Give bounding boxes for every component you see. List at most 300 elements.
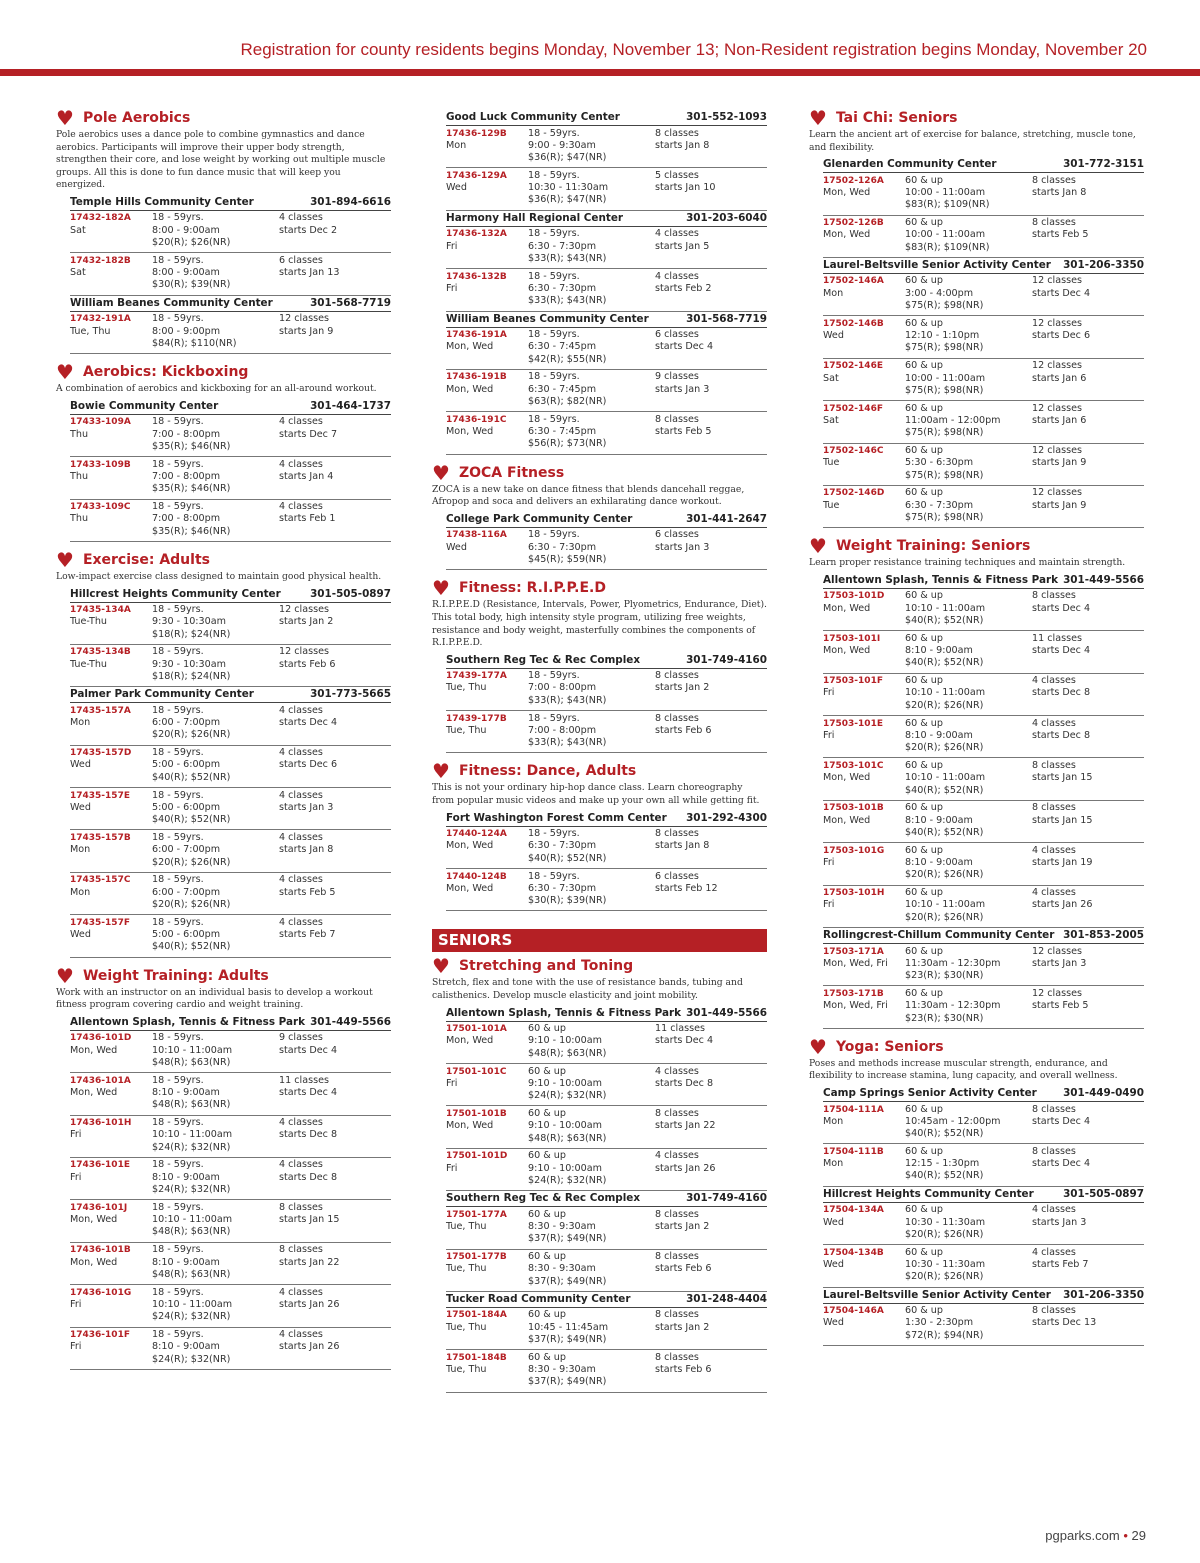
row-details-cell bbox=[152, 1202, 279, 1239]
row-code-cell bbox=[823, 360, 905, 397]
section-title-text: Fitness: R.I.P.P.E.D bbox=[458, 580, 606, 597]
class-fee: $35(R); $46(NR) bbox=[152, 483, 231, 495]
activity-code[interactable]: 17502-146E bbox=[823, 361, 883, 372]
class-fee: $84(R); $110(NR) bbox=[152, 337, 237, 349]
row-schedule-cell bbox=[279, 1117, 391, 1154]
center-block bbox=[70, 1016, 391, 1370]
row-details-cell bbox=[528, 1108, 655, 1145]
activity-code[interactable]: 17436-132B bbox=[446, 271, 507, 282]
center-phone[interactable]: 301-449-5566 bbox=[686, 1006, 767, 1019]
row-schedule-cell bbox=[655, 670, 767, 707]
class-fee: $18(R); $24(NR) bbox=[152, 628, 231, 640]
start-date: starts Dec 13 bbox=[1032, 1317, 1097, 1329]
row-schedule-cell bbox=[279, 1329, 391, 1366]
row-code-cell bbox=[446, 371, 528, 408]
class-time: 1:30 - 2:30pm bbox=[905, 1317, 974, 1329]
class-fee: $18(R); $24(NR) bbox=[152, 670, 231, 682]
class-time: 5:30 - 6:30pm bbox=[905, 457, 974, 469]
activity-code[interactable]: 17504-111B bbox=[823, 1146, 884, 1157]
activity-code[interactable]: 17438-116A bbox=[446, 530, 507, 541]
row-details-cell bbox=[528, 529, 655, 566]
class-row bbox=[70, 1243, 391, 1285]
center-phone[interactable]: 301-449-5566 bbox=[1063, 573, 1144, 586]
row-code-cell bbox=[823, 403, 905, 440]
activity-code[interactable]: 17501-101A bbox=[446, 1024, 507, 1035]
class-fee: $40(R); $52(NR) bbox=[905, 826, 984, 838]
center-header bbox=[823, 259, 1144, 274]
center-block bbox=[823, 259, 1144, 528]
class-section bbox=[432, 111, 767, 455]
row-schedule-cell bbox=[655, 170, 767, 207]
class-row bbox=[823, 758, 1144, 800]
activity-code[interactable]: 17501-184B bbox=[446, 1352, 507, 1363]
activity-code[interactable]: 17436-101E bbox=[70, 1160, 130, 1171]
activity-code[interactable]: 17436-191B bbox=[446, 372, 507, 383]
class-fee: $40(R); $52(NR) bbox=[905, 657, 984, 669]
class-row bbox=[823, 843, 1144, 885]
age-range: 18 - 59yrs. bbox=[528, 270, 580, 282]
activity-code[interactable]: 17439-177B bbox=[446, 713, 507, 724]
class-row bbox=[70, 415, 391, 457]
activity-code[interactable]: 17503-101G bbox=[823, 845, 885, 856]
activity-code[interactable]: 17502-146C bbox=[823, 446, 884, 457]
class-days: Mon bbox=[70, 717, 91, 729]
start-date: starts Jan 2 bbox=[279, 616, 334, 628]
class-fee: $20(R); $26(NR) bbox=[905, 1271, 984, 1283]
class-fee: $33(R); $43(NR) bbox=[528, 252, 607, 264]
activity-code[interactable]: 17435-157A bbox=[70, 705, 131, 716]
center-phone[interactable]: 301-853-2005 bbox=[1063, 929, 1144, 942]
row-details-cell bbox=[152, 1287, 279, 1324]
activity-code[interactable]: 17503-101D bbox=[823, 591, 885, 602]
age-range: 18 - 59yrs. bbox=[152, 1244, 204, 1256]
class-days: Mon, Wed bbox=[823, 814, 871, 826]
age-range: 18 - 59yrs. bbox=[528, 670, 580, 682]
age-range: 60 & up bbox=[528, 1251, 566, 1263]
section-title-text: Weight Training: Adults bbox=[82, 967, 269, 984]
class-time: 3:00 - 4:00pm bbox=[905, 287, 974, 299]
class-count: 12 classes bbox=[1032, 945, 1082, 957]
center-phone[interactable]: 301-773-5665 bbox=[310, 688, 391, 701]
row-details-cell bbox=[905, 360, 1032, 397]
age-range: 60 & up bbox=[905, 1246, 943, 1258]
class-row bbox=[823, 274, 1144, 316]
class-count: 12 classes bbox=[1032, 317, 1082, 329]
section-title bbox=[432, 460, 767, 485]
activity-code[interactable]: 17436-101B bbox=[70, 1245, 131, 1256]
class-time: 5:00 - 6:00pm bbox=[152, 929, 221, 941]
class-time: 10:10 - 11:00am bbox=[905, 687, 986, 699]
center-block bbox=[446, 1192, 767, 1292]
activity-code[interactable]: 17435-157C bbox=[70, 875, 131, 886]
activity-code[interactable]: 17432-182B bbox=[70, 255, 131, 266]
row-schedule-cell bbox=[1032, 487, 1144, 524]
row-details-cell bbox=[905, 1305, 1032, 1342]
activity-code[interactable]: 17503-101B bbox=[823, 803, 884, 814]
row-code-cell bbox=[446, 414, 528, 451]
activity-code[interactable]: 17432-182A bbox=[70, 213, 131, 224]
row-details-cell bbox=[905, 275, 1032, 312]
section-title bbox=[432, 954, 767, 979]
activity-code[interactable]: 17436-191A bbox=[446, 330, 507, 341]
activity-code[interactable]: 17435-157F bbox=[70, 917, 130, 928]
center-phone[interactable]: 301-206-3350 bbox=[1063, 1288, 1144, 1301]
activity-code[interactable]: 17435-134B bbox=[70, 647, 131, 658]
class-days: Fri bbox=[446, 282, 458, 294]
center-phone[interactable]: 301-749-4160 bbox=[686, 653, 767, 666]
center-phone[interactable]: 301-568-7719 bbox=[686, 312, 767, 325]
activity-code[interactable]: 17502-146F bbox=[823, 403, 883, 414]
activity-code[interactable]: 17501-177B bbox=[446, 1252, 507, 1263]
activity-code[interactable]: 17501-177A bbox=[446, 1209, 507, 1220]
class-count: 4 classes bbox=[279, 874, 323, 886]
class-section bbox=[56, 963, 391, 1370]
activity-code[interactable]: 17436-101F bbox=[70, 1330, 130, 1341]
footer-site-link[interactable]: pgparks.com bbox=[1045, 1528, 1120, 1543]
class-fee: $20(R); $26(NR) bbox=[152, 729, 231, 741]
row-details-cell bbox=[152, 212, 279, 249]
class-row bbox=[823, 316, 1144, 358]
row-code-cell bbox=[70, 874, 152, 911]
start-date: starts Jan 26 bbox=[655, 1162, 716, 1174]
class-count: 8 classes bbox=[655, 1351, 699, 1363]
center-name: Hillcrest Heights Community Center bbox=[70, 587, 281, 600]
row-schedule-cell bbox=[1032, 946, 1144, 983]
class-count: 8 classes bbox=[655, 1309, 699, 1321]
age-range: 18 - 59yrs. bbox=[152, 874, 204, 886]
row-schedule-cell bbox=[279, 416, 391, 453]
age-range: 18 - 59yrs. bbox=[152, 1329, 204, 1341]
class-section bbox=[56, 360, 391, 542]
class-days: Wed bbox=[446, 541, 467, 553]
class-days: Wed bbox=[823, 1216, 844, 1228]
activity-code[interactable]: 17433-109A bbox=[70, 417, 131, 428]
page-footer bbox=[1045, 1528, 1146, 1543]
class-count: 8 classes bbox=[279, 1244, 323, 1256]
row-details-cell bbox=[528, 271, 655, 308]
age-range: 60 & up bbox=[528, 1309, 566, 1321]
age-range: 60 & up bbox=[905, 317, 943, 329]
center-phone[interactable]: 301-248-4404 bbox=[686, 1292, 767, 1305]
activity-code[interactable]: 17436-129B bbox=[446, 128, 507, 139]
class-row bbox=[70, 1158, 391, 1200]
row-details-cell bbox=[528, 414, 655, 451]
activity-code[interactable]: 17436-191C bbox=[446, 414, 507, 425]
heart-icon: ♥ bbox=[56, 106, 74, 130]
activity-code[interactable]: 17436-101G bbox=[70, 1287, 132, 1298]
class-section bbox=[56, 547, 391, 958]
activity-code[interactable]: 17503-101H bbox=[823, 888, 885, 899]
activity-code[interactable]: 17504-146A bbox=[823, 1306, 884, 1317]
class-fee: $48(R); $63(NR) bbox=[528, 1047, 607, 1059]
age-range: 60 & up bbox=[905, 1305, 943, 1317]
row-schedule-cell bbox=[1032, 718, 1144, 755]
center-phone[interactable]: 301-894-6616 bbox=[310, 195, 391, 208]
class-days: Tue-Thu bbox=[70, 658, 107, 670]
row-schedule-cell bbox=[1032, 403, 1144, 440]
row-details-cell bbox=[905, 175, 1032, 212]
section-title-text: Weight Training: Seniors bbox=[835, 538, 1031, 555]
class-time: 8:10 - 9:00am bbox=[905, 729, 973, 741]
class-days: Fri bbox=[446, 1077, 458, 1089]
row-code-cell bbox=[70, 917, 152, 954]
activity-code[interactable]: 17504-134A bbox=[823, 1205, 884, 1216]
class-days: Mon, Wed bbox=[70, 1214, 118, 1226]
center-phone[interactable]: 301-749-4160 bbox=[686, 1192, 767, 1205]
activity-code[interactable]: 17501-101C bbox=[446, 1066, 507, 1077]
center-phone[interactable]: 301-441-2647 bbox=[686, 512, 767, 525]
start-date: starts Jan 4 bbox=[279, 470, 334, 482]
row-details-cell bbox=[905, 1146, 1032, 1183]
row-schedule-cell bbox=[1032, 760, 1144, 797]
center-phone[interactable]: 301-505-0897 bbox=[310, 587, 391, 600]
class-days: Fri bbox=[70, 1129, 82, 1141]
class-count: 12 classes bbox=[1032, 445, 1082, 457]
center-phone[interactable]: 301-449-5566 bbox=[310, 1015, 391, 1028]
class-time: 8:10 - 9:00am bbox=[152, 1256, 220, 1268]
activity-code[interactable]: 17436-132A bbox=[446, 229, 507, 240]
class-days: Mon, Wed bbox=[446, 341, 494, 353]
center-phone[interactable]: 301-568-7719 bbox=[310, 296, 391, 309]
row-code-cell bbox=[70, 832, 152, 869]
activity-code[interactable]: 17436-101J bbox=[70, 1202, 128, 1213]
class-days: Tue-Thu bbox=[70, 616, 107, 628]
row-code-cell bbox=[823, 633, 905, 670]
class-count: 6 classes bbox=[655, 870, 699, 882]
row-schedule-cell bbox=[1032, 1305, 1144, 1342]
activity-code[interactable]: 17440-124A bbox=[446, 829, 507, 840]
age-range: 60 & up bbox=[905, 402, 943, 414]
class-count: 4 classes bbox=[279, 1159, 323, 1171]
row-details-cell bbox=[152, 501, 279, 538]
start-date: starts Jan 9 bbox=[1032, 457, 1087, 469]
age-range: 60 & up bbox=[905, 717, 943, 729]
activity-code[interactable]: 17435-157E bbox=[70, 790, 130, 801]
row-schedule-cell bbox=[279, 212, 391, 249]
class-days: Fri bbox=[823, 687, 835, 699]
activity-code[interactable]: 17432-191A bbox=[70, 314, 131, 325]
row-code-cell bbox=[70, 255, 152, 292]
center-phone[interactable]: 301-292-4300 bbox=[686, 811, 767, 824]
class-row bbox=[446, 412, 767, 454]
row-schedule-cell bbox=[279, 255, 391, 292]
row-code-cell bbox=[446, 1209, 528, 1246]
class-count: 12 classes bbox=[279, 604, 329, 615]
activity-code[interactable]: 17502-146D bbox=[823, 488, 885, 499]
activity-code[interactable]: 17502-146A bbox=[823, 276, 884, 287]
heart-icon: ♥ bbox=[809, 106, 827, 130]
start-date: starts Jan 3 bbox=[1032, 1216, 1087, 1228]
row-details-cell bbox=[905, 887, 1032, 924]
start-date: starts Jan 13 bbox=[279, 267, 340, 279]
age-range: 60 & up bbox=[528, 1065, 566, 1077]
section-description: Work with an instructor on an individual basis to develop a workout fitness program covering cardio and weight training. bbox=[56, 986, 373, 1011]
start-date: starts Dec 4 bbox=[279, 1044, 338, 1056]
class-time: 9:10 - 10:00am bbox=[528, 1035, 602, 1047]
center-phone[interactable]: 301-505-0897 bbox=[1063, 1187, 1144, 1200]
center-name: Southern Reg Tec & Rec Complex bbox=[446, 653, 641, 666]
class-fee: $24(R); $32(NR) bbox=[528, 1174, 607, 1186]
header-rule bbox=[0, 69, 1200, 76]
class-row bbox=[446, 711, 767, 753]
column-middle bbox=[432, 110, 767, 1403]
row-details-cell bbox=[528, 1023, 655, 1060]
row-details-cell bbox=[905, 802, 1032, 839]
heart-icon: ♥ bbox=[56, 360, 74, 385]
class-row bbox=[446, 126, 767, 168]
class-days: Tue, Thu bbox=[446, 1220, 487, 1232]
class-count: 11 classes bbox=[279, 1074, 329, 1086]
activity-code[interactable]: 17502-126A bbox=[823, 175, 884, 186]
row-details-cell bbox=[528, 1209, 655, 1246]
class-row bbox=[70, 703, 391, 745]
class-time: 7:00 - 8:00pm bbox=[528, 682, 597, 694]
row-schedule-cell bbox=[279, 1244, 391, 1281]
class-count: 12 classes bbox=[279, 313, 329, 325]
center-phone[interactable]: 301-206-3350 bbox=[1063, 258, 1144, 271]
start-date: starts Dec 7 bbox=[279, 428, 338, 440]
activity-code[interactable]: 17502-146B bbox=[823, 318, 884, 329]
age-range: 60 & up bbox=[905, 1204, 943, 1216]
activity-code[interactable]: 17440-124B bbox=[446, 871, 507, 882]
center-header bbox=[823, 1087, 1144, 1102]
class-row bbox=[823, 1245, 1144, 1287]
class-time: 6:30 - 7:30pm bbox=[528, 882, 597, 894]
row-details-cell bbox=[152, 1159, 279, 1196]
row-details-cell bbox=[905, 760, 1032, 797]
class-fee: $24(R); $32(NR) bbox=[528, 1090, 607, 1102]
row-code-cell bbox=[70, 1244, 152, 1281]
age-range: 18 - 59yrs. bbox=[152, 789, 204, 801]
row-code-cell bbox=[70, 1287, 152, 1324]
age-range: 18 - 59yrs. bbox=[528, 413, 580, 425]
row-code-cell bbox=[823, 1247, 905, 1284]
class-count: 8 classes bbox=[1032, 759, 1076, 771]
center-phone[interactable]: 301-203-6040 bbox=[686, 211, 767, 224]
section-description: ZOCA is a new take on dance fitness that blends dancehall reggae, Afropop and soca and delivers an exhilarating dance workout. bbox=[432, 483, 745, 508]
age-range: 18 - 59yrs. bbox=[152, 916, 204, 928]
class-section bbox=[432, 460, 767, 571]
row-code-cell bbox=[70, 790, 152, 827]
class-count: 12 classes bbox=[279, 646, 329, 658]
activity-code[interactable]: 17503-101F bbox=[823, 676, 883, 687]
activity-code[interactable]: 17435-157B bbox=[70, 832, 131, 843]
age-range: 60 & up bbox=[528, 1023, 566, 1035]
activity-code[interactable]: 17435-157D bbox=[70, 748, 132, 759]
center-name: Rollingcrest-Chillum Community Center bbox=[823, 929, 1055, 942]
center-phone[interactable]: 301-772-3151 bbox=[1063, 158, 1144, 171]
row-details-cell bbox=[528, 329, 655, 366]
center-phone[interactable]: 301-464-1737 bbox=[310, 399, 391, 412]
activity-code[interactable]: 17502-126B bbox=[823, 218, 884, 229]
center-phone[interactable]: 301-552-1093 bbox=[686, 111, 767, 123]
class-row bbox=[70, 312, 391, 354]
activity-code[interactable]: 17436-101D bbox=[70, 1033, 132, 1044]
row-details-cell bbox=[905, 675, 1032, 712]
row-schedule-cell bbox=[279, 1202, 391, 1239]
center-name: Southern Reg Tec & Rec Complex bbox=[446, 1192, 641, 1205]
activity-code[interactable]: 17501-184A bbox=[446, 1310, 507, 1321]
row-code-cell bbox=[823, 946, 905, 983]
row-schedule-cell bbox=[655, 713, 767, 750]
activity-code[interactable]: 17503-171A bbox=[823, 946, 884, 957]
row-schedule-cell bbox=[655, 1108, 767, 1145]
row-details-cell bbox=[905, 487, 1032, 524]
start-date: starts Jan 26 bbox=[1032, 899, 1093, 911]
row-schedule-cell bbox=[655, 1251, 767, 1288]
row-code-cell bbox=[70, 501, 152, 538]
class-row bbox=[823, 589, 1144, 631]
row-schedule-cell bbox=[279, 313, 391, 350]
activity-code[interactable]: 17435-134A bbox=[70, 605, 131, 615]
class-time: 11:30am - 12:30pm bbox=[905, 957, 1001, 969]
activity-code[interactable]: 17504-134B bbox=[823, 1247, 884, 1258]
heart-icon: ♥ bbox=[56, 963, 74, 988]
footer-bullet: • bbox=[1123, 1528, 1128, 1543]
row-code-cell bbox=[823, 845, 905, 882]
class-count: 9 classes bbox=[655, 371, 699, 383]
class-row bbox=[446, 869, 767, 911]
class-row bbox=[446, 269, 767, 311]
row-details-cell bbox=[152, 747, 279, 784]
start-date: starts Dec 8 bbox=[279, 1129, 338, 1141]
class-days: Mon, Wed bbox=[446, 882, 494, 894]
row-code-cell bbox=[70, 705, 152, 742]
activity-code[interactable]: 17433-109C bbox=[70, 502, 131, 513]
activity-code[interactable]: 17433-109B bbox=[70, 459, 131, 470]
class-days: Mon, Wed bbox=[823, 229, 871, 241]
center-header bbox=[70, 297, 391, 312]
activity-code[interactable]: 17503-101I bbox=[823, 633, 881, 644]
class-fee: $56(R); $73(NR) bbox=[528, 438, 607, 450]
class-time: 6:30 - 7:30pm bbox=[905, 499, 974, 511]
activity-code[interactable]: 17436-101H bbox=[70, 1118, 132, 1129]
section-title bbox=[809, 106, 1144, 130]
center-block bbox=[70, 196, 391, 296]
activity-code[interactable]: 17503-171B bbox=[823, 988, 884, 999]
class-row bbox=[823, 1203, 1144, 1245]
activity-code[interactable]: 17439-177A bbox=[446, 671, 507, 682]
class-days: Mon bbox=[823, 1158, 844, 1170]
row-schedule-cell bbox=[279, 604, 391, 641]
class-count: 4 classes bbox=[279, 1286, 323, 1298]
activity-code[interactable]: 17503-101E bbox=[823, 718, 883, 729]
age-range: 60 & up bbox=[528, 1351, 566, 1363]
class-fee: $75(R); $98(NR) bbox=[905, 469, 984, 481]
heart-icon: ♥ bbox=[56, 547, 74, 572]
row-code-cell bbox=[70, 1329, 152, 1366]
class-days: Mon, Wed bbox=[446, 426, 494, 438]
age-range: 60 & up bbox=[905, 759, 943, 771]
row-schedule-cell bbox=[1032, 845, 1144, 882]
activity-code[interactable]: 17436-129A bbox=[446, 170, 507, 181]
row-details-cell bbox=[905, 1104, 1032, 1141]
activity-code[interactable]: 17503-101C bbox=[823, 760, 884, 771]
center-header bbox=[70, 1016, 391, 1031]
age-range: 60 & up bbox=[905, 590, 943, 602]
activity-code[interactable]: 17501-101D bbox=[446, 1151, 508, 1162]
activity-code[interactable]: 17504-111A bbox=[823, 1104, 884, 1115]
class-time: 6:30 - 7:45pm bbox=[528, 426, 597, 438]
center-name: Hillcrest Heights Community Center bbox=[823, 1187, 1034, 1200]
class-days: Fri bbox=[70, 1341, 82, 1353]
center-phone[interactable]: 301-449-0490 bbox=[1063, 1087, 1144, 1099]
activity-code[interactable]: 17501-101B bbox=[446, 1108, 507, 1119]
activity-code[interactable]: 17436-101A bbox=[70, 1075, 131, 1086]
start-date: starts Dec 8 bbox=[1032, 687, 1091, 699]
row-details-cell bbox=[152, 1117, 279, 1154]
class-days: Mon, Wed bbox=[823, 186, 871, 198]
